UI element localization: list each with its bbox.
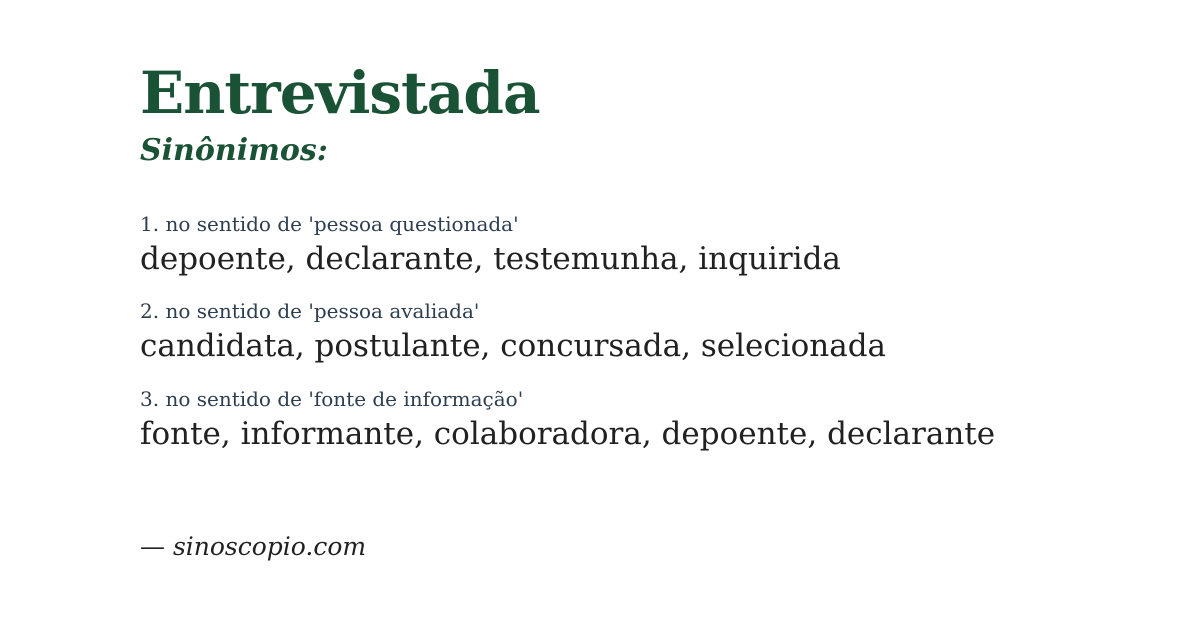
sense-label-3: 3. no sentido de 'fonte de informação' [140, 387, 524, 412]
sense-label-1: 1. no sentido de 'pessoa questionada' [140, 211, 519, 236]
page-title: Entrevistada [140, 59, 540, 127]
card-footer [140, 532, 1140, 562]
synonym-list-1: depoente, declarante, testemunha, inquirida [140, 240, 841, 277]
sense-group-3 [140, 386, 1140, 454]
sense-label-2: 2. no sentido de 'pessoa avaliada' [140, 299, 480, 324]
sense-group-2 [140, 298, 1140, 366]
synonym-list-3: fonte, informante, colaboradora, depoente, declarante [140, 416, 996, 453]
attribution: — sinoscopio.com [140, 531, 367, 561]
sense-group-1 [140, 211, 1140, 279]
synonym-list-2: candidata, postulante, concursada, selecionada [140, 328, 887, 365]
synonyms-heading: Sinônimos: [140, 132, 328, 168]
